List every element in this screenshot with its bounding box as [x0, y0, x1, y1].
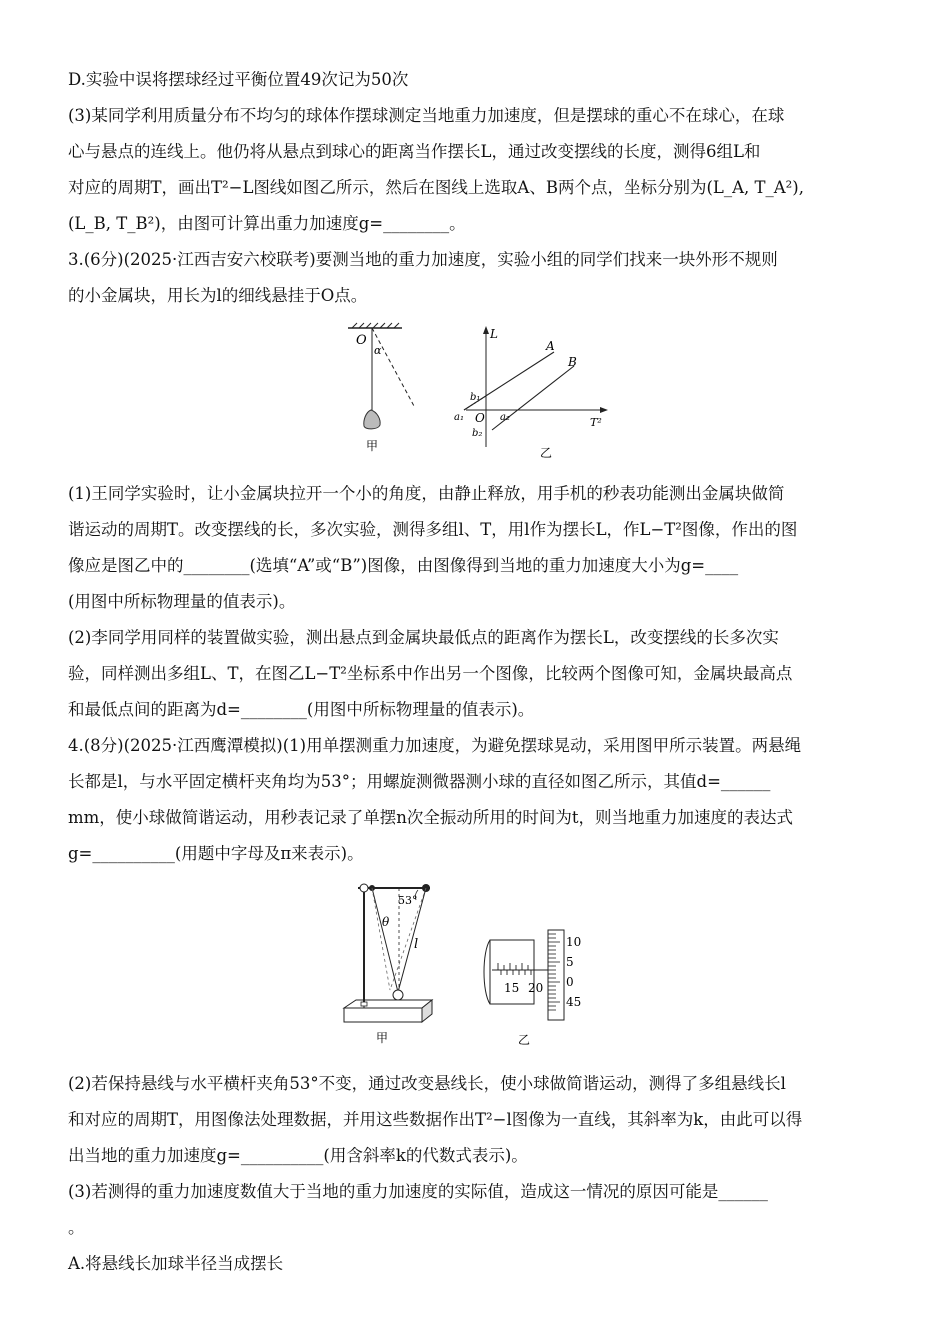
label-53deg: 53°: [398, 894, 418, 907]
figure-pendulum-graph: [344, 322, 644, 472]
text-line: (2)李同学用同样的装置做实验，测出悬点到金属块最低点的距离作为摆长L，改变摆线的长多次实: [68, 628, 779, 647]
label-jia-2: 甲: [376, 1031, 389, 1045]
document-page: [68, 62, 883, 1282]
text-line: 验，同样测出多组L、T，在图乙L−T²坐标系中作出另一个图像，比较两个图像可知，金属块最高点: [68, 664, 793, 683]
tick-right-45: 45: [566, 995, 582, 1009]
text-line: (用图中所标物理量的值表示)。: [68, 592, 296, 611]
figure-2-yi: [484, 930, 581, 1047]
label-theta: θ: [382, 915, 390, 929]
label-yi-2: 乙: [518, 1033, 531, 1047]
text-line: 谐运动的周期T。改变摆线的长，多次实验，测得多组l、T，用l作为摆长L，作L−T²图像，作出的图: [68, 520, 798, 539]
figure-2-svg: [342, 880, 602, 1060]
figure-1-yi: [454, 326, 608, 460]
label-yi: 乙: [540, 446, 553, 460]
text-line: (3)若测得的重力加速度数值大于当地的重力加速度的实际值，造成这一情况的原因可能是______: [68, 1182, 768, 1201]
text-line: 。: [68, 1218, 85, 1237]
tick-right-10: 10: [566, 935, 582, 949]
label-b2: b₂: [472, 428, 483, 439]
tick-bottom-15: 15: [504, 981, 520, 995]
text-line: D.实验中误将摆球经过平衡位置49次记为50次: [68, 70, 409, 89]
label-a1: a₁: [454, 412, 464, 423]
text-line: mm，使小球做简谐运动，用秒表记录了单摆n次全振动所用的时间为t，则当地重力加速度的表达式: [68, 808, 794, 827]
text-line: 和最低点间的距离为d=________(用图中所标物理量的值表示)。: [68, 700, 535, 719]
text-line: (3)某同学利用质量分布不均匀的球体作摆球测定当地重力加速度，但是摆球的重心不在球心，在球: [68, 106, 785, 125]
axis-T2: T²: [590, 416, 602, 429]
text-line: 出当地的重力加速度g=__________(用含斜率k的代数式表示)。: [68, 1146, 528, 1165]
text-line: 像应是图乙中的________(选填“A”或“B”)图像，由图像得到当地的重力加速度大小为g=____: [68, 556, 739, 575]
figure-1-svg: [344, 322, 644, 472]
tick-right-0: 0: [566, 975, 574, 989]
label-alpha: α: [374, 344, 382, 357]
option-a: A.将悬线长加球半径当成摆长: [68, 1254, 284, 1273]
text-line: 对应的周期T，画出T²−L图线如图乙所示，然后在图线上选取A、B两个点，坐标分别为(L_A, T_A²),: [68, 178, 804, 197]
figure-bifilar-micrometer: [342, 880, 602, 1060]
axis-L: L: [490, 327, 498, 341]
label-origin: O: [475, 411, 485, 425]
text-line: g=__________(用题中字母及π来表示)。: [68, 844, 364, 863]
question-3-title: 3.(6分)(2025·江西吉安六校联考)要测当地的重力加速度，实验小组的同学们找来一块外形不规则: [68, 250, 778, 269]
text-line: (1)王同学实验时，让小金属块拉开一个小的角度，由静止释放，用手机的秒表功能测出金属块做简: [68, 484, 785, 503]
text-line: (L_B, T_B²)，由图可计算出重力加速度g=________。: [68, 214, 466, 233]
label-b1: b₁: [470, 392, 481, 403]
text-line: 的小金属块，用长为l的细线悬挂于O点。: [68, 286, 368, 305]
text-line: 长都是l，与水平固定横杆夹角均为53°；用螺旋测微器测小球的直径如图乙所示，其值d=______: [68, 772, 771, 791]
text-line: 和对应的周期T，用图像法处理数据，并用这些数据作出T²−l图像为一直线，其斜率为k，由此可以得: [68, 1110, 803, 1129]
tick-right-5: 5: [566, 955, 574, 969]
label-jia: 甲: [366, 439, 379, 453]
label-l: l: [414, 937, 419, 952]
tick-bottom-20: 20: [528, 981, 544, 995]
question-4-title: 4.(8分)(2025·江西鹰潭模拟)(1)用单摆测重力加速度，为避免摆球晃动，采用图甲所示装置。两悬绳: [68, 736, 802, 755]
text-line: (2)若保持悬线与水平横杆夹角53°不变，通过改变悬线长，使小球做简谐运动，测得了多组悬线长l: [68, 1074, 786, 1093]
label-a2: a₂: [500, 412, 510, 423]
label-A: A: [546, 339, 555, 353]
label-B: B: [568, 355, 577, 369]
label-O: O: [356, 333, 367, 348]
text-line: 心与悬点的连线上。他仍将从悬点到球心的距离当作摆长L，通过改变摆线的长度，测得6组L和: [68, 142, 761, 161]
figure-1-jia: [348, 323, 414, 453]
figure-2-jia: [344, 884, 432, 1045]
